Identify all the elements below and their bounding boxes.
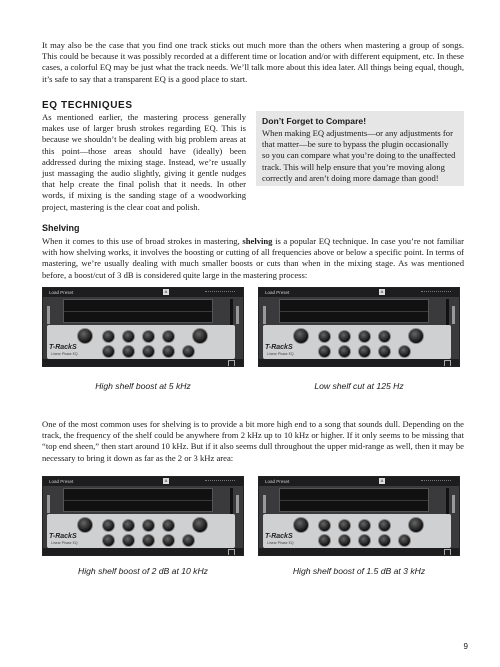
section-heading-eq-techniques: EQ TECHNIQUES (42, 100, 133, 111)
knob-icon (102, 534, 115, 547)
eq-display (279, 299, 429, 323)
knob-icon (358, 534, 371, 547)
load-preset-label: Load Preset (265, 479, 290, 484)
knob-icon (378, 534, 391, 547)
knob-icon (182, 534, 195, 547)
knob-icon (102, 519, 115, 532)
topbar-controls (205, 291, 235, 295)
knob-icon (162, 330, 175, 343)
knob-icon (192, 328, 208, 344)
plugin-topbar (259, 288, 459, 297)
ab-button: A (380, 289, 384, 294)
load-preset-label: Load Preset (49, 479, 74, 484)
knob-icon (122, 519, 135, 532)
figure-caption: High shelf boost at 5 kHz (95, 381, 191, 391)
knob-icon (192, 517, 208, 533)
knob-icon (77, 328, 93, 344)
plugin-subtitle: Linear Phase EQ (267, 541, 294, 545)
knob-icon (102, 330, 115, 343)
figure-caption: High shelf boost of 2 dB at 10 kHz (78, 566, 208, 576)
load-preset-label: Load Preset (49, 290, 74, 295)
knob-icon (398, 345, 411, 358)
knob-icon (408, 517, 424, 533)
page-number: 9 (463, 642, 468, 651)
knob-icon (378, 330, 391, 343)
knob-icon (358, 519, 371, 532)
knob-icon (398, 534, 411, 547)
knob-icon (338, 345, 351, 358)
knob-icon (102, 345, 115, 358)
knob-icon (142, 519, 155, 532)
knob-icon (182, 345, 195, 358)
knob-icon (122, 330, 135, 343)
load-preset-label: Load Preset (265, 290, 290, 295)
topbar-controls (421, 480, 451, 484)
plugin-subtitle: Linear Phase EQ (51, 541, 78, 545)
knob-icon (142, 534, 155, 547)
knob-icon (142, 330, 155, 343)
plugin-brand: T-RackS (49, 533, 77, 540)
knob-icon (318, 519, 331, 532)
sidebar-title: Don’t Forget to Compare! (262, 116, 367, 126)
topbar-controls (205, 480, 235, 484)
knob-icon (338, 330, 351, 343)
eq-display (63, 488, 213, 512)
plugin-topbar (43, 288, 243, 297)
plugin-brand: T-RackS (49, 344, 77, 351)
ab-button: A (164, 289, 168, 294)
plugin-subtitle: Linear Phase EQ (51, 352, 78, 356)
knob-icon (338, 519, 351, 532)
ab-button: A (380, 478, 384, 483)
knob-icon (122, 345, 135, 358)
knob-icon (142, 345, 155, 358)
knob-icon (293, 517, 309, 533)
knob-icon (358, 330, 371, 343)
knob-icon (408, 328, 424, 344)
knob-icon (318, 330, 331, 343)
knob-icon (122, 534, 135, 547)
eq-techniques-paragraph: As mentioned earlier, the mastering process generally makes use of larger brush strokes regarding EQ. This is because we shouldn’t be dealing with big problem areas at this point—those areas should have (ideally) been addressed during the mixing stage. Instead, we’re usually just massaging the audio slightly, giving it gentle nudges that help create the final polish that it needs. In other words, if mixing is the sanding stage of a woodworking project, mastering is the clear coat and polish. (42, 112, 246, 212)
topbar-controls (421, 291, 451, 295)
knob-icon (378, 345, 391, 358)
eq-plugin-image (258, 476, 460, 556)
eq-plugin-image (42, 287, 244, 367)
shelving-text-2: is a popular EQ technique. In case you’re not familiar with how shelving works, it involves the boosting or cutting of all frequencies above or below a specific point. In terms of mastering, we’re usually dealing with much smaller boosts or cuts than when in the mixing stage. As was mentioned before, a boost/cut of 3 dB is considered quite large in the mastering process: (42, 236, 464, 280)
plugin-topbar (43, 477, 243, 486)
knob-icon (162, 519, 175, 532)
figure-caption: Low shelf cut at 125 Hz (314, 381, 404, 391)
shelving-paragraph-2: One of the most common uses for shelving is to provide a bit more high end to a song that sounds dull. Depending on the track, the frequency of the shelf could be anywhere from 2 kHz up to 10 kHz or higher. If it only seems to be missing that “top end sheen,” then start around 10 kHz. But if it also seems dull throughout the upper mid-range as well, then it may be necessary to bring it down as far as the 2 or 3 kHz area: (42, 419, 464, 463)
knob-icon (293, 328, 309, 344)
shelving-term: shelving (242, 236, 273, 246)
knob-icon (318, 534, 331, 547)
knob-icon (162, 345, 175, 358)
knob-icon (318, 345, 331, 358)
plugin-brand: T-RackS (265, 344, 293, 351)
knob-icon (77, 517, 93, 533)
intro-paragraph: It may also be the case that you find one track sticks out much more than the others when mastering a group of songs. This could be because it was possibly recorded at a different time or location and/or with different equipment, etc. In these cases, a colorful EQ may be just what the track needs. We’ll talk more about this idea later. All things being equal, though, it’s safe to say that a transparent EQ is a good place to start. (42, 40, 464, 84)
knob-icon (378, 519, 391, 532)
shelving-text-1: When it comes to this use of broad strokes in mastering, (42, 236, 243, 246)
shelving-paragraph (42, 236, 464, 281)
ab-button: A (164, 478, 168, 483)
plugin-brand: T-RackS (265, 533, 293, 540)
figure-caption: High shelf boost of 1.5 dB at 3 kHz (292, 566, 426, 576)
sidebar-text: When making EQ adjustments—or any adjustments for that matter—be sure to bypass the plugin occasionally so you can compare what you’re doing to the unaffected track. This will help ensure that you’re moving along correctly and aren’t doing more damage than good! (262, 128, 456, 183)
eq-display (63, 299, 213, 323)
subheading-shelving: Shelving (42, 223, 80, 233)
knob-icon (358, 345, 371, 358)
compare-sidebar (256, 111, 464, 186)
plugin-subtitle: Linear Phase EQ (267, 352, 294, 356)
knob-icon (338, 534, 351, 547)
eq-plugin-image (258, 287, 460, 367)
plugin-topbar (259, 477, 459, 486)
eq-plugin-image (42, 476, 244, 556)
knob-icon (162, 534, 175, 547)
eq-display (279, 488, 429, 512)
